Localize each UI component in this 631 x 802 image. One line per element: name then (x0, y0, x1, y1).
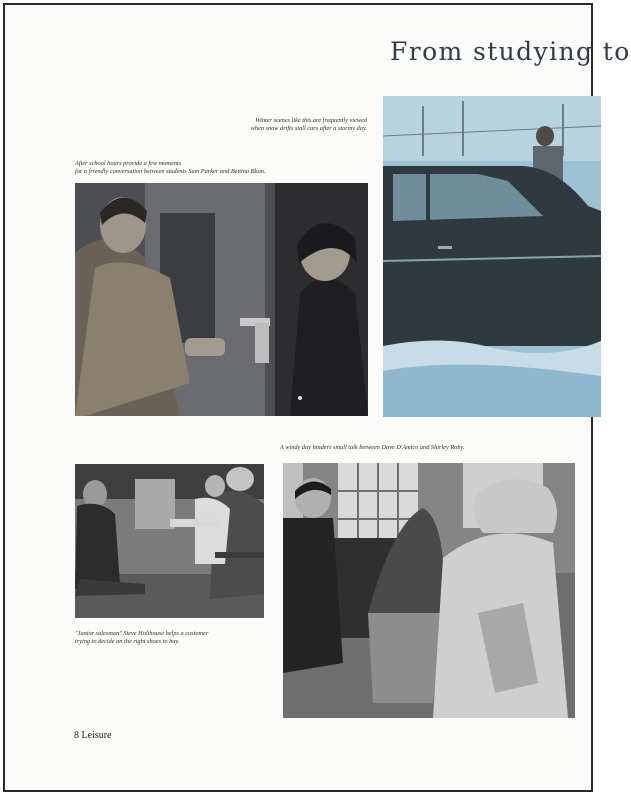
caption-winter-scene (205, 117, 367, 133)
caption-after-school (75, 160, 265, 176)
caption-line: trying to decide on the right shoes to buy. (75, 638, 180, 645)
photo-students-conversation (75, 183, 368, 416)
caption-line: when snow drifts stall cars after a stormy day. (250, 125, 367, 132)
section-headline: From studying to (390, 37, 631, 66)
photo-winter-car (383, 96, 601, 417)
caption-line: for a friendly conversation between students Sam Parker and Bettina Blum. (75, 168, 266, 175)
caption-line: After school hours provide a few moments (75, 160, 182, 167)
caption-junior-salesman (75, 630, 208, 646)
page-folio: 8 Leisure (74, 730, 112, 741)
caption-line: "Junior salesman" Steve Holthouse helps a customer (75, 630, 209, 637)
caption-line: Winter scenes like this are frequently viewed (255, 117, 367, 124)
caption-windy-day (280, 444, 465, 452)
photo-windy-day (283, 463, 575, 718)
photo-shoe-store (75, 464, 264, 618)
caption-line: A windy day hinders small talk between Dave D'Amico and Shirley Roby. (280, 444, 465, 451)
yearbook-page (3, 3, 631, 792)
